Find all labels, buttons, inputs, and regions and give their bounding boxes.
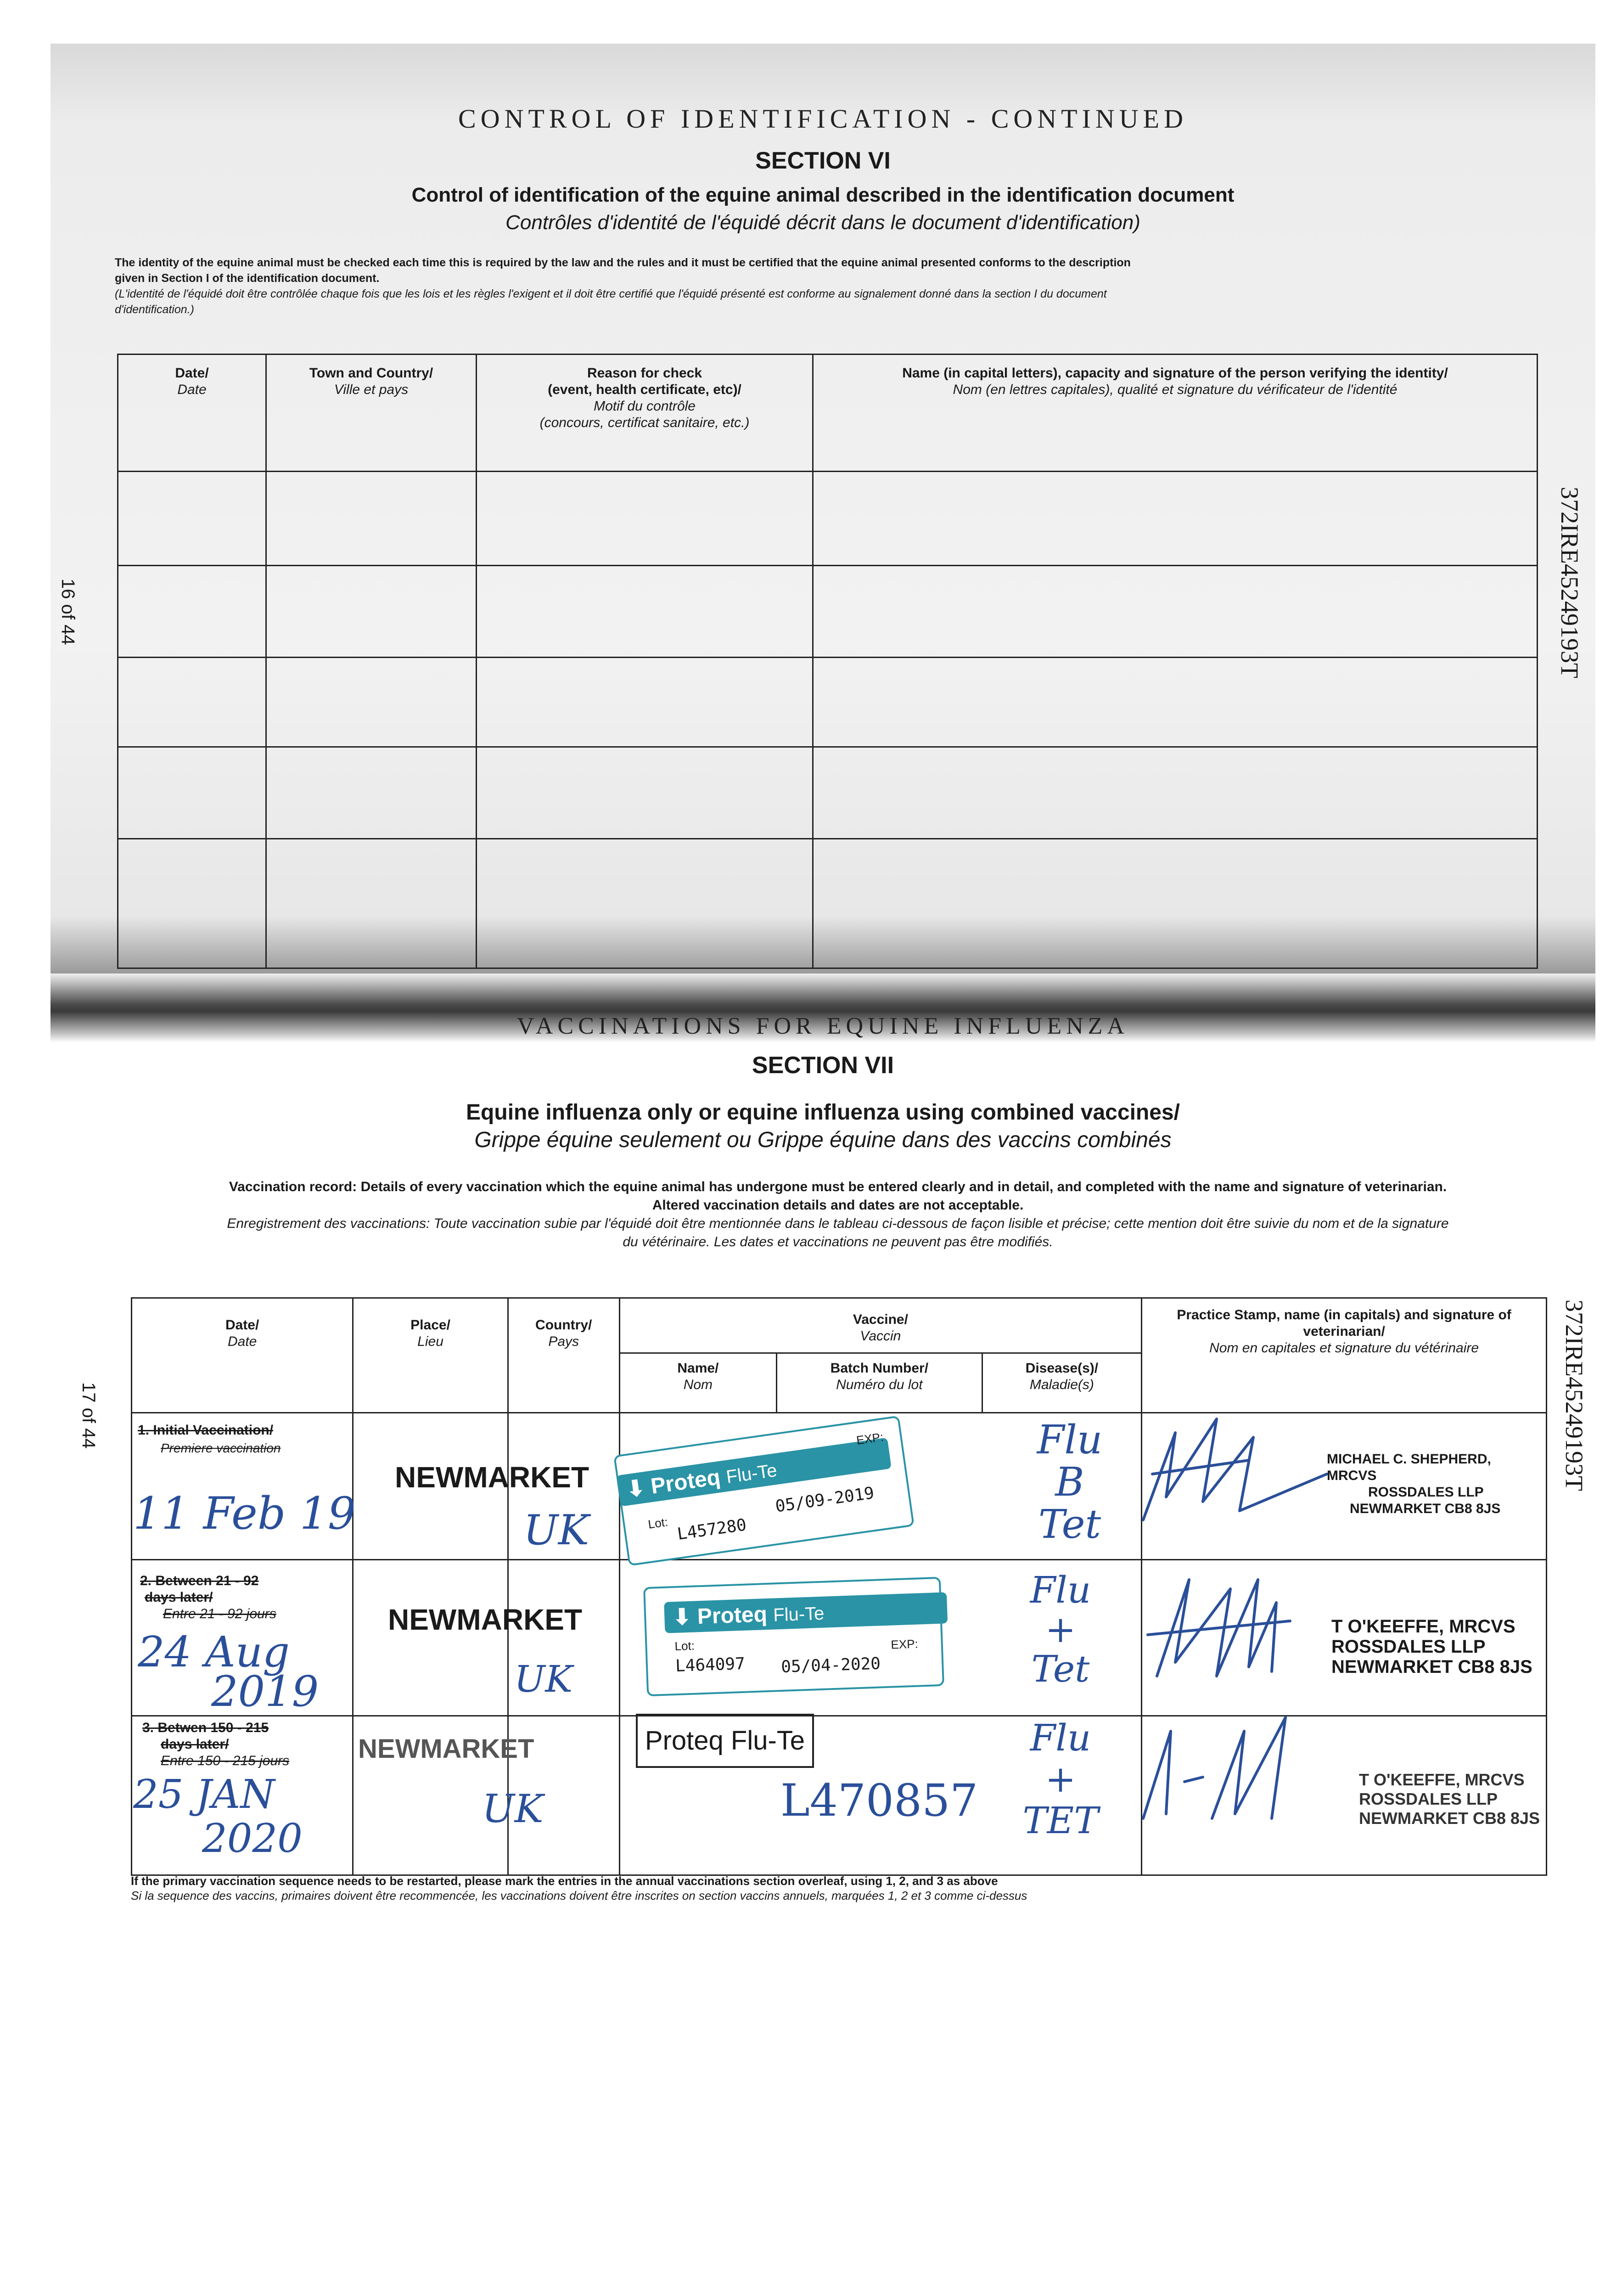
row1-country-handwritten: UK: [523, 1506, 589, 1554]
row2-date-handwritten: 24 Aug 2019: [138, 1627, 319, 1716]
row2-label: 2. Between 21 - 92 days later/ Entre 21 - 92 jours: [140, 1573, 276, 1621]
row2-country-handwritten: UK: [514, 1658, 573, 1700]
instr-fr-line-1: (L'identité de l'équidé doit être contrôlée chaque fois que les lois et les règles l'exigent et il doit être certifié que l'équidé présenté est conforme au signalement donné dans la section I du document: [115, 287, 1107, 300]
col-reason: Reason for check (event, health certificate, etc)/ Motif du contrôle (concours, certificat sanitaire, etc.): [477, 355, 813, 472]
record-en-line-1: Vaccination record: Details of every vaccination which the equine animal has undergone must be entered clearly and in detail, and completed with the name and signature of veterinarian.: [229, 1179, 1447, 1194]
row1-place-stamp: NEWMARKET: [395, 1461, 589, 1494]
identity-check-header-row: [118, 355, 1538, 472]
identity-check-table: [117, 354, 1538, 969]
section-vii-subtitle-en: Equine influenza only or equine influenza using combined vaccines/: [466, 1100, 1180, 1125]
sticker-arrow-icon: ⬇: [672, 1604, 692, 1630]
vaccination-footnote: [131, 1874, 1554, 1903]
row3-label: 3. Betwen 150 - 215 days later/ Entre 150 - 215 jours: [142, 1720, 290, 1768]
section-vi-title: SECTION VI: [755, 147, 891, 174]
identity-check-row[interactable]: [118, 839, 1538, 968]
page-number-16: 16 of 44: [58, 579, 78, 645]
section-vi-instructions: [115, 255, 1543, 317]
col-verifier-name: Name (in capital letters), capacity and signature of the person verifying the identity/ Nom (en lettres capitales), qualité et signature du vérificateur de l'identité: [813, 355, 1538, 472]
row2-sticker-lot-label: Lot:: [674, 1638, 695, 1654]
row2-vet-stamp: T O'KEEFFE, MRCVS ROSSDALES LLP NEWMARKET CB8 8JS: [1331, 1616, 1532, 1677]
row3-country-handwritten: UK: [482, 1786, 544, 1831]
row2-sticker-brand-band: ⬇ Proteq Flu-Te: [664, 1592, 948, 1633]
row2-vet-signature: [1139, 1561, 1341, 1694]
vaccination-record-instructions: [124, 1178, 1552, 1251]
row2-batch-number: L464097: [675, 1654, 746, 1676]
row1-vet-stamp: MICHAEL C. SHEPHERD, MRCVS ROSSDALES LLP NEWMARKET CB8 8JS: [1327, 1452, 1501, 1516]
page-number-17: 17 of 44: [79, 1382, 99, 1449]
col-practice-stamp: Practice Stamp, name (in capitals) and signature of veterinarian/ Nom en capitales et signature du vétérinaire: [1142, 1298, 1547, 1413]
instr-en-line-2: given in Section I of the identification document.: [115, 272, 380, 285]
col-vacc-date: Date/ Date: [132, 1298, 353, 1413]
section-vi-subtitle-fr: Contrôles d'identité de l'équidé décrit dans le document d'identification): [505, 211, 1140, 234]
col-town-country: Town and Country/ Ville et pays: [266, 355, 477, 472]
record-fr-line-1: Enregistrement des vaccinations: Toute vaccination subie par l'équidé doit être mentionnée dans le tableau ci-dessous de façon lisible et précise; cette mention doit être suivie du nom et de la signature: [227, 1216, 1449, 1231]
row3-batch-handwritten: L470857: [780, 1775, 978, 1826]
row1-vet-signature: [1134, 1405, 1336, 1534]
row1-date-handwritten: 11 Feb 19: [133, 1488, 356, 1539]
row3-vet-stamp: T O'KEEFFE, MRCVS ROSSDALES LLP NEWMARKET CB8 8JS: [1359, 1770, 1540, 1828]
record-en-line-2: Altered vaccination details and dates are not acceptable.: [652, 1198, 1024, 1213]
row2-vaccine-sticker: [643, 1577, 944, 1696]
col-disease: Disease(s)/ Maladie(s): [982, 1353, 1142, 1413]
row3-vet-signature: [1134, 1704, 1327, 1828]
sticker-arrow-icon: ⬇: [625, 1475, 647, 1503]
row2-expiry: 05/04-2020: [780, 1654, 881, 1677]
section-vi-subtitle-en: Control of identification of the equine animal described in the identification document: [411, 184, 1235, 206]
vaccination-header-row: [132, 1298, 1547, 1353]
doc-number-lower: 372IRE45249193T: [1560, 1300, 1588, 1491]
col-batch-number: Batch Number/ Numéro du lot: [777, 1353, 982, 1413]
row3-disease-handwritten: Flu + TET: [1022, 1716, 1099, 1842]
col-vaccine-group: Vaccine/ Vaccin: [619, 1298, 1142, 1353]
row1-label-fr: Premiere vaccination: [161, 1441, 281, 1455]
row1-expiry: 05/09-2019: [774, 1483, 876, 1516]
section-vii-header-banner: VACCINATIONS FOR EQUINE INFLUENZA: [517, 1013, 1129, 1039]
section-vi-header-banner: CONTROL OF IDENTIFICATION - CONTINUED: [458, 104, 1188, 134]
instr-en-line-1: The identity of the equine animal must be checked each time this is required by the law and the rules and it must be certified that the equine animal presented conforms to the description: [115, 256, 1131, 269]
identity-check-row[interactable]: [118, 472, 1538, 566]
instr-fr-line-2: d'identification.): [115, 303, 194, 316]
row1-batch-number: L457280: [676, 1515, 748, 1544]
row1-sticker-lot-label: Lot:: [647, 1514, 669, 1531]
row2-place-stamp: NEWMARKET: [388, 1603, 583, 1636]
row1-sticker-exp-label: EXP:: [855, 1429, 885, 1447]
row2-disease-handwritten: Flu + Tet: [1030, 1569, 1091, 1690]
identity-check-row[interactable]: [118, 566, 1538, 658]
doc-number-upper: 372IRE45249193T: [1556, 487, 1583, 678]
row3-vaccine-name-stamp: Proteq Flu-Te: [636, 1714, 814, 1768]
section-vii-subtitle-fr: Grippe équine seulement ou Grippe équine dans des vaccins combinés: [474, 1128, 1172, 1152]
row2-sticker-exp-label: EXP:: [890, 1637, 919, 1652]
row3-date-handwritten: 25 JAN 2020: [133, 1772, 303, 1862]
col-vacc-place: Place/ Lieu: [353, 1298, 508, 1413]
col-date: Date/ Date: [118, 355, 266, 472]
section-vii-title: SECTION VII: [752, 1052, 894, 1079]
record-fr-line-2: du vétérinaire. Les dates et vaccinations ne peuvent pas être modifiés.: [623, 1234, 1053, 1249]
footnote-fr: Si la sequence des vaccins, primaires doivent être recommencée, les vaccinations doivent être inscrites on section vaccins annuels, marquées 1, 2 et 3 comme ci-dessus: [131, 1889, 1027, 1902]
row1-label-en: 1. Initial Vaccination/: [138, 1423, 274, 1438]
row1-sticker-brand-band: ⬇ Proteq Flu-Te: [616, 1438, 892, 1507]
col-vacc-country: Country/ Pays: [508, 1298, 619, 1413]
col-vaccine-name: Name/ Nom: [619, 1353, 777, 1413]
identity-check-row[interactable]: [118, 658, 1538, 747]
row3-place-stamp: NEWMARKET: [358, 1734, 534, 1764]
footnote-en: If the primary vaccination sequence needs to be restarted, please mark the entries in the annual vaccinations section overleaf, using 1, 2, and 3 as above: [131, 1874, 998, 1888]
row1-disease-handwritten: Flu B Tet: [1037, 1417, 1103, 1548]
identity-check-row[interactable]: [118, 747, 1538, 839]
